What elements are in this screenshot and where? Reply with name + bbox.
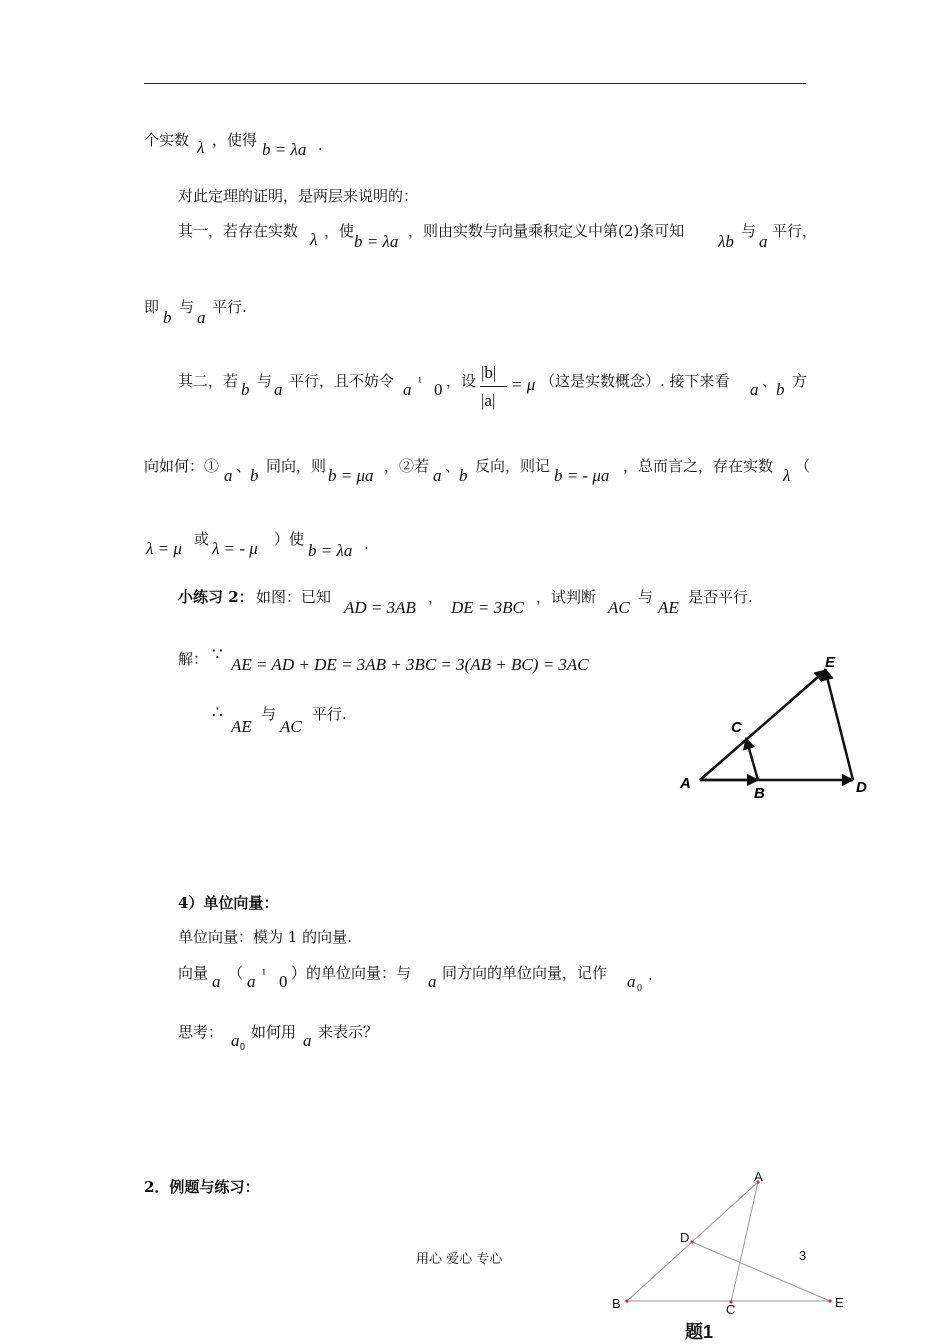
p5-b: b <box>241 380 250 399</box>
unit-vector-line3-neq: ¹ <box>262 966 266 981</box>
p2-text: 对此定理的证明，是两层来说明的： <box>178 187 419 205</box>
p5-dun: 、 <box>762 372 778 390</box>
p3-equation: b = λa <box>354 232 399 251</box>
p6-text1: 向如何：① <box>144 457 220 475</box>
p4-b: b <box>163 308 172 327</box>
p3-text2: ，使 <box>324 222 355 240</box>
p6-b: b <box>250 466 259 485</box>
p5-text6: 方 <box>792 372 808 390</box>
p5-a-nonzero: a <box>403 380 412 399</box>
p5-text5: （这是实数概念）. 接下来看 <box>540 372 730 390</box>
p5-fraction-numerator: |b| <box>481 363 497 382</box>
think-sub0: 0 <box>240 1042 245 1053</box>
p6-a2: a <box>433 466 442 485</box>
think-a0: a <box>231 1031 240 1050</box>
solution-text1: 与 <box>261 705 277 723</box>
unit-vector-line3-a3: a <box>428 972 437 991</box>
vector-de <box>825 669 853 780</box>
point-e <box>828 1299 831 1302</box>
p5-text3: 平行，且不妨令 <box>289 372 395 390</box>
vector-bc <box>746 738 758 780</box>
p1-period: . <box>318 136 323 154</box>
p5-text1: 其二，若 <box>178 372 239 390</box>
header-rule <box>144 83 806 84</box>
exercise2-eq-de: DE = 3BC <box>451 598 524 617</box>
exercise2-label: 小练习 2： <box>178 588 254 606</box>
p5-a-direction: a <box>750 380 759 399</box>
exercise2-text1: 如图：已知 <box>256 588 332 606</box>
exercise2-text3: 与 <box>638 588 654 606</box>
solution-text2: 平行. <box>312 705 347 723</box>
p6-paren: （ <box>795 457 811 475</box>
p4-a: a <box>197 308 206 327</box>
exercise2-text2: ，试判断 <box>536 588 597 606</box>
exercise2-ac: AC <box>608 598 630 617</box>
p6-text4: 反向，则记 <box>475 457 551 475</box>
footer-slogan: 用心 爱心 专心 <box>416 1252 503 1267</box>
p6-eq-opposite: b = - μa <box>554 466 610 485</box>
p1-text1: 个实数 <box>144 131 190 149</box>
p5-a: a <box>274 380 283 399</box>
unit-vector-line3-zero: 0 <box>279 972 288 991</box>
p7-eq-lambda-mu: λ = μ <box>146 539 182 558</box>
vector-figure <box>670 645 890 805</box>
point-b <box>625 1299 628 1302</box>
p3-a: a <box>759 232 768 251</box>
fig1-label-a: A <box>680 775 691 792</box>
p6-b2: b <box>459 466 468 485</box>
p3-text5: 平行， <box>772 222 818 240</box>
p1-equation: b = λa <box>262 140 307 159</box>
p3-text4: 与 <box>741 222 757 240</box>
p1-text2: ，使得 <box>212 131 258 149</box>
therefore-symbol: ∴ <box>212 703 223 723</box>
p5-fraction-denominator: |a| <box>481 391 496 410</box>
unit-vector-definition: 单位向量：模为 1 的向量. <box>178 928 352 946</box>
unit-vector-line3-text3: 同方向的单位向量，记作 <box>442 964 608 982</box>
p4-text3: 平行. <box>212 298 247 316</box>
p5-b-direction: b <box>776 380 785 399</box>
p7-text1: ）使 <box>274 530 305 548</box>
unit-vector-line3-text1: 向量 <box>178 964 209 982</box>
think-text3: 来表示？ <box>318 1023 379 1041</box>
p5-fraction-bar <box>480 386 507 387</box>
p3-text3: ，则由实数与向量乘积定义中第(2)条可知 <box>408 222 685 240</box>
triangle-figure <box>600 1160 870 1344</box>
p5-zero: 0 <box>434 380 443 399</box>
segment-ac <box>731 1182 758 1302</box>
fig2-label-c: C <box>726 1302 736 1317</box>
p4-text2: 与 <box>179 298 195 316</box>
solution-equation: AE = AD + DE = 3AB + 3BC = 3(AB + BC) = 3AC <box>231 655 589 674</box>
solution-ac: AC <box>280 717 302 736</box>
p6-dun2: 、 <box>445 457 461 475</box>
fig1-label-e: E <box>825 654 836 671</box>
exercise2-comma: ， <box>428 588 444 606</box>
p3-lambda-b: λb <box>718 232 734 251</box>
because-symbol: ∵ <box>212 645 223 665</box>
unit-vector-line3-sub0: 0 <box>637 983 642 994</box>
p6-text5: ，总而言之，存在实数 <box>623 457 774 475</box>
fig2-label-d: D <box>680 1230 690 1245</box>
p5-text2: 与 <box>257 372 273 390</box>
p3-lambda: λ <box>310 230 318 249</box>
p7-or: 或 <box>194 530 210 548</box>
exercise2-eq-ad: AD = 3AB <box>344 598 416 617</box>
p1-lambda: λ <box>197 138 205 157</box>
p7-eq-lambda-neg-mu: λ = - μ <box>212 539 258 558</box>
page-number: 3 <box>799 1248 807 1263</box>
unit-vector-line3-a2: a <box>247 972 256 991</box>
fig1-label-c: C <box>731 719 742 736</box>
vector-ae <box>700 670 826 780</box>
fig1-label-d: D <box>856 779 867 796</box>
p7-eq-b: b = λa <box>308 541 353 560</box>
unit-vector-line3-a0: a <box>627 972 636 991</box>
fig2-label-b: B <box>612 1296 621 1311</box>
segment-de <box>692 1242 830 1301</box>
solution-label: 解： <box>178 650 209 668</box>
exercise2-text4: 是否平行. <box>688 588 753 606</box>
think-text2: 如何用 <box>251 1023 297 1041</box>
p5-neq-symbol: ¹ <box>418 374 422 389</box>
fig2-label-a: A <box>754 1169 763 1184</box>
unit-vector-line3-paren: （ <box>228 964 244 982</box>
unit-vector-line3-period: . <box>648 966 653 984</box>
unit-vector-line3-text2: ）的单位向量：与 <box>291 964 412 982</box>
solution-ae: AE <box>231 717 252 736</box>
examples-heading: 2．例题与练习： <box>144 1178 260 1196</box>
unit-vector-line3-a: a <box>212 972 221 991</box>
p6-lambda: λ <box>783 466 791 485</box>
p6-text2: 同向，则 <box>266 457 327 475</box>
fig2-label-e: E <box>835 1295 844 1310</box>
p6-dun1: 、 <box>236 457 252 475</box>
unit-vector-heading: 4）单位向量： <box>178 894 279 912</box>
point-d <box>690 1240 693 1243</box>
exercise2-ae: AE <box>658 598 679 617</box>
p6-a: a <box>224 466 233 485</box>
p7-period: . <box>364 535 369 553</box>
think-a: a <box>303 1031 312 1050</box>
fig1-label-b: B <box>754 785 765 802</box>
p5-text4: ，设 <box>446 372 477 390</box>
p6-text3: ，②若 <box>384 457 430 475</box>
p5-equals-mu: = μ <box>511 375 536 394</box>
p3-text1: 其一，若存在实数 <box>178 222 299 240</box>
think-label: 思考： <box>178 1023 224 1041</box>
p4-text1: 即 <box>144 298 160 316</box>
p6-eq-same: b = μa <box>328 466 374 485</box>
fig2-caption: 题1 <box>685 1322 714 1342</box>
